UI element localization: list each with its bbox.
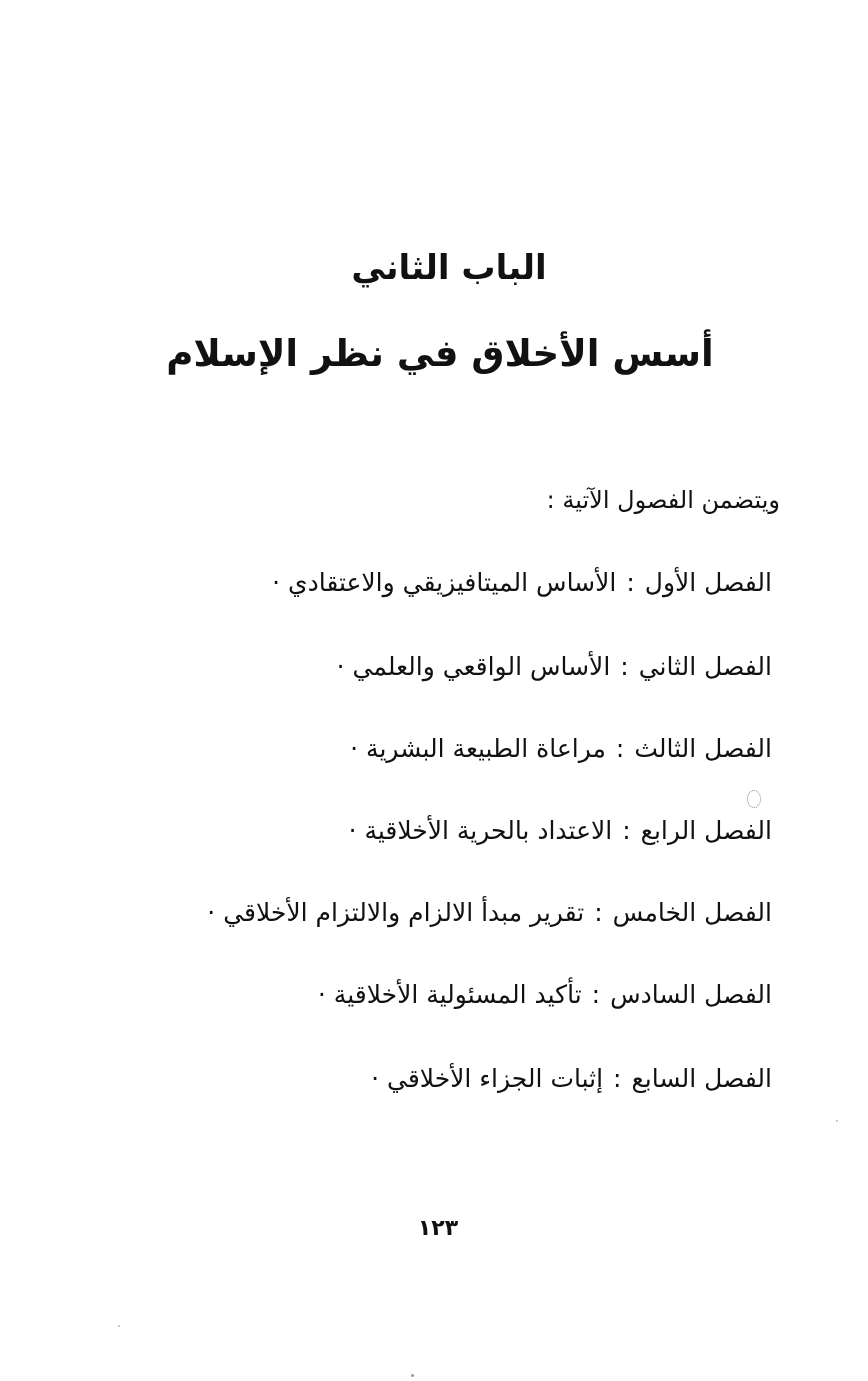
chapter-line-7 [371,1064,772,1093]
scan-speck [411,1374,414,1377]
scan-speck [118,1325,120,1327]
chapter-line-6 [318,980,772,1009]
chapter-topic: الاعتداد بالحرية الأخلاقية · [348,816,613,845]
chapter-label: الفصل الثالث [634,734,772,763]
chapter-separator: : [594,898,603,927]
chapter-topic: تقرير مبدأ الالزام والالتزام الأخلاقي · [207,898,585,927]
scan-speck [836,1120,838,1122]
part-title: الباب الثاني [351,248,547,288]
chapter-label: الفصل الأول [644,568,772,597]
chapter-line-5 [207,898,772,927]
chapter-separator: : [615,734,625,763]
chapter-label: الفصل الثاني [638,652,772,681]
chapter-line-2 [337,652,772,681]
chapter-separator: : [626,568,635,597]
part-subtitle: أسس الأخلاق في نظر الإسلام [166,332,714,375]
chapter-line-1 [272,568,772,597]
chapter-topic: الأساس الواقعي والعلمي · [336,652,611,681]
chapter-label: الفصل السابع [631,1064,772,1093]
chapter-separator: : [591,980,601,1009]
chapter-label: الفصل الرابع [640,816,772,845]
chapter-separator: : [613,1064,622,1093]
chapter-topic: تأكيد المسئولية الأخلاقية · [317,980,582,1009]
chapter-line-3 [350,734,772,763]
chapter-separator: : [620,652,629,681]
scan-speck [747,790,761,808]
chapter-label: الفصل الخامس [612,898,772,927]
chapter-topic: الأساس الميتافيزيقي والاعتقادي · [272,568,617,597]
chapters-intro: ويتضمن الفصول الآتية : [546,486,780,514]
chapter-topic: إثبات الجزاء الأخلاقي · [371,1064,604,1093]
page-number: ١٢٣ [417,1216,459,1241]
chapter-label: الفصل السادس [610,980,772,1009]
chapter-separator: : [622,816,631,845]
chapter-line-4 [349,816,772,845]
chapter-topic: مراعاة الطبيعة البشرية · [350,734,606,763]
